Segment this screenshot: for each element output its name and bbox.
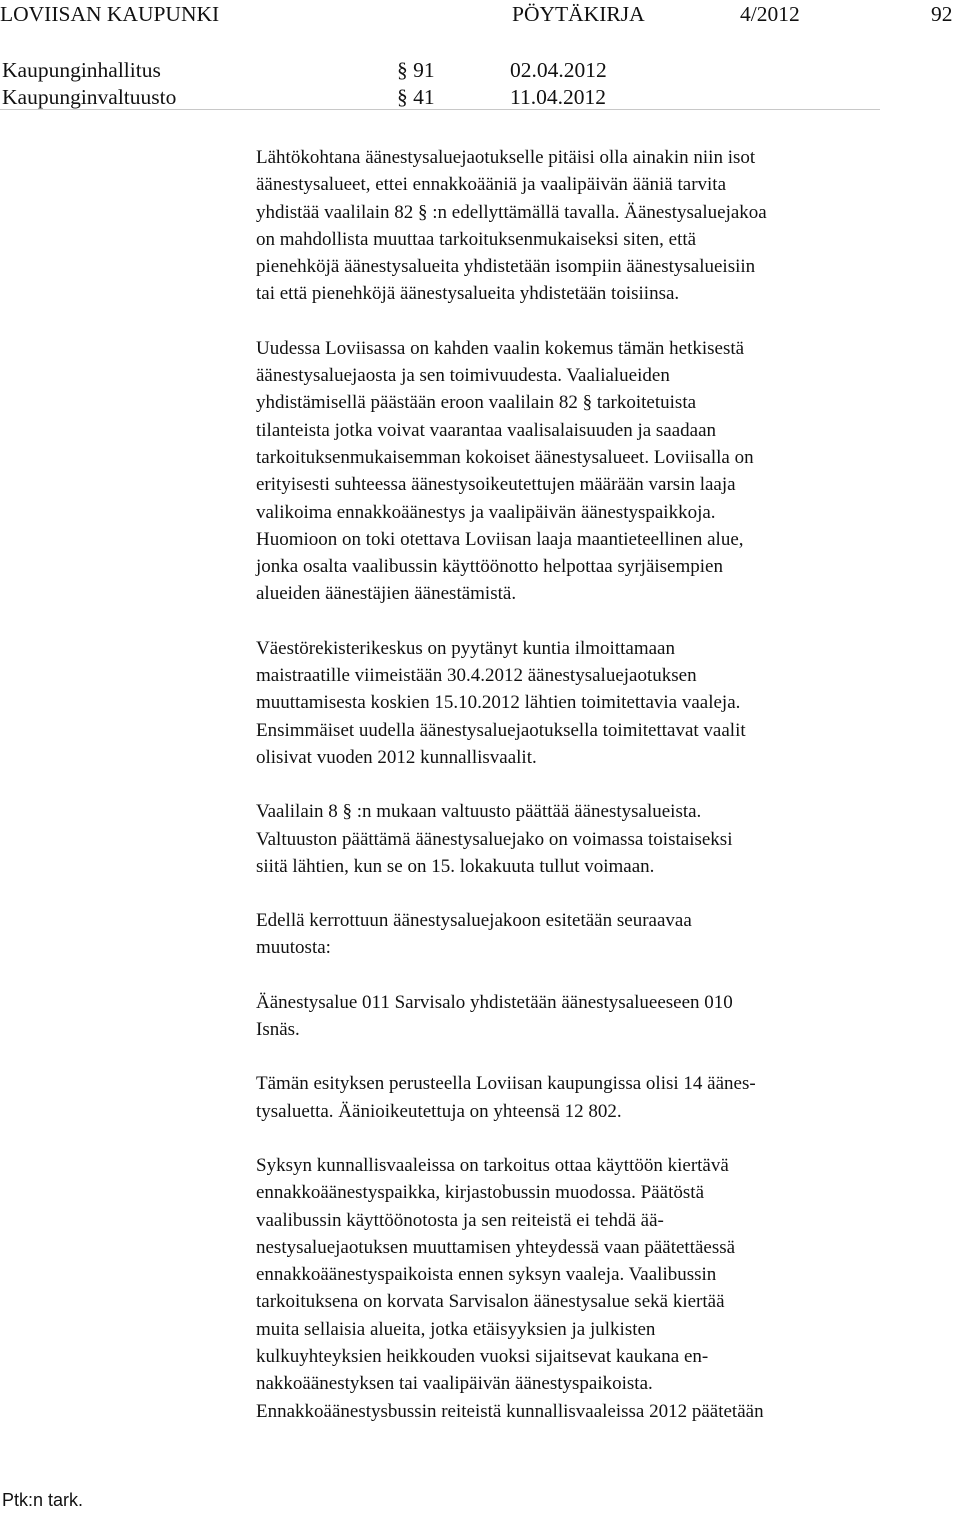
paragraph-line: on mahdollista muuttaa tarkoituksenmukaiseksi siten, että (256, 228, 697, 250)
paragraph-line: Syksyn kunnallisvaaleissa on tarkoitus ottaa käyttöön kiertävä (256, 1154, 729, 1176)
paragraph-line: siitä lähtien, kun se on 15. lokakuuta tullut voimaan. (256, 855, 655, 877)
body-paragraph (256, 989, 896, 1044)
paragraph-line: valikoima ennakkoäänestys ja vaalipäivän äänestyspaikkoja. (256, 501, 716, 523)
paragraph-line: Ennakkoäänestysbussin reiteistä kunnallisvaaleissa 2012 päätetään (256, 1400, 764, 1422)
paragraph-line: Isnäs. (256, 1019, 300, 1041)
organization-name: LOVIISAN KAUPUNKI (0, 2, 220, 26)
paragraph-line: Vaalilain 8 § :n mukaan valtuusto päättää äänestysalueista. (256, 801, 702, 823)
paragraph-line: ennakkoäänestyspaikka, kirjastobussin muodossa. Päätöstä (256, 1182, 705, 1204)
body-date: 11.04.2012 (510, 85, 606, 109)
paragraph-line: tarkoituksena on korvata Sarvisalon äänestysalue sekä kiertää (256, 1291, 725, 1313)
paragraph-line: tysaluetta. Äänioikeutettuja on yhteensä 12 802. (256, 1100, 622, 1122)
paragraph-line: pienehköjä äänestysalueita yhdistetään isompiin äänestysalueisiin (256, 256, 756, 278)
paragraph-line: ennakkoäänestyspaikoista ennen syksyn vaaleja. Vaalibussin (256, 1264, 717, 1286)
body-paragraph (256, 1152, 896, 1425)
paragraph-line: äänestysalueet, ettei ennakkoääniä ja vaalipäivän ääniä tarvita (256, 174, 727, 196)
minutes-checker-label: Ptk:n tark. (2, 1490, 84, 1510)
paragraph-line: yhdistää vaalilain 82 § :n edellyttämällä tavalla. Äänestysaluejakoa (256, 201, 767, 223)
paragraph-line: maistraatille viimeistään 30.4.2012 äänestysaluejaotuksen (256, 665, 697, 687)
paragraph-line: muita sellaisia alueita, jotka etäisyyksien ja julkisten (256, 1318, 656, 1340)
header-divider (0, 109, 880, 110)
body-section: § 41 (397, 85, 435, 109)
paragraph-line: alueiden äänestäjien äänestämistä. (256, 583, 517, 605)
paragraph-line: olisivat vuoden 2012 kunnallisvaalit. (256, 746, 537, 768)
paragraph-line: Ensimmäiset uudella äänestysaluejaotuksella toimitettavat vaalit (256, 719, 746, 741)
body-section: § 91 (397, 58, 435, 82)
paragraph-line: yhdistämisellä päästään eroon vaalilain 82 § tarkoitetuista (256, 392, 697, 414)
body-name: Kaupunginvaltuusto (2, 85, 177, 109)
paragraph-line: muutosta: (256, 937, 331, 959)
body-paragraph (256, 907, 896, 962)
paragraph-line: muuttamisesta koskien 15.10.2012 lähtien toimitettavia vaaleja. (256, 692, 741, 714)
issue-number: 4/2012 (740, 2, 800, 26)
page-number: 92 (931, 2, 953, 26)
paragraph-line: Väestörekisterikeskus on pyytänyt kuntia ilmoittamaan (256, 637, 675, 659)
paragraph-line: Äänestysalue 011 Sarvisalo yhdistetään äänestysalueeseen 010 (256, 991, 733, 1013)
document-body (256, 144, 896, 1452)
body-paragraph (256, 335, 896, 608)
paragraph-line: nakkoäänestyksen tai vaalipäivän äänestyspaikoista. (256, 1373, 653, 1395)
paragraph-line: äänestysaluejaosta ja sen toimivuudesta. Vaalialueiden (256, 365, 670, 387)
body-paragraph (256, 798, 896, 880)
paragraph-line: jonka osalta vaalibussin käyttöönotto helpottaa syrjäisempien (256, 556, 723, 578)
body-paragraph (256, 144, 896, 308)
paragraph-line: Valtuuston päättämä äänestysaluejako on voimassa toistaiseksi (256, 828, 733, 850)
paragraph-line: tai että pienehköjä äänestysalueita yhdistetään toisiinsa. (256, 283, 680, 305)
paragraph-line: Lähtökohtana äänestysaluejaotukselle pitäisi olla ainakin niin isot (256, 147, 756, 168)
paragraph-line: Tämän esityksen perusteella Loviisan kaupungissa olisi 14 äänes- (256, 1073, 756, 1095)
body-name: Kaupunginhallitus (2, 58, 161, 82)
paragraph-line: vaalibussin käyttöönotosta ja sen reiteistä ei tehdä ää- (256, 1209, 664, 1231)
body-paragraph (256, 1070, 896, 1125)
paragraph-line: Uudessa Loviisassa on kahden vaalin kokemus tämän hetkisestä (256, 337, 745, 359)
document-type: PÖYTÄKIRJA (512, 2, 645, 26)
paragraph-line: kulkuyhteyksien heikkouden vuoksi sijaitsevat kaukana en- (256, 1345, 709, 1367)
paragraph-line: nestysaluejaotuksen muuttamisen yhteydessä vaan päätettäessä (256, 1236, 736, 1258)
paragraph-line: tarkoituksenmukaisemman kokoiset äänestysalueet. Loviisalla on (256, 446, 754, 468)
body-paragraph (256, 635, 896, 771)
paragraph-line: Huomioon on toki otettava Loviisan laaja maantieteellinen alue, (256, 528, 744, 550)
paragraph-line: erityisesti suhteessa äänestysoikeutettujen määrään varsin laaja (256, 474, 736, 496)
body-date: 02.04.2012 (510, 58, 607, 82)
paragraph-line: tilanteista jotka voivat vaarantaa vaalisalaisuuden ja saadaan (256, 419, 717, 441)
paragraph-line: Edellä kerrottuun äänestysaluejakoon esitetään seuraavaa (256, 910, 692, 932)
